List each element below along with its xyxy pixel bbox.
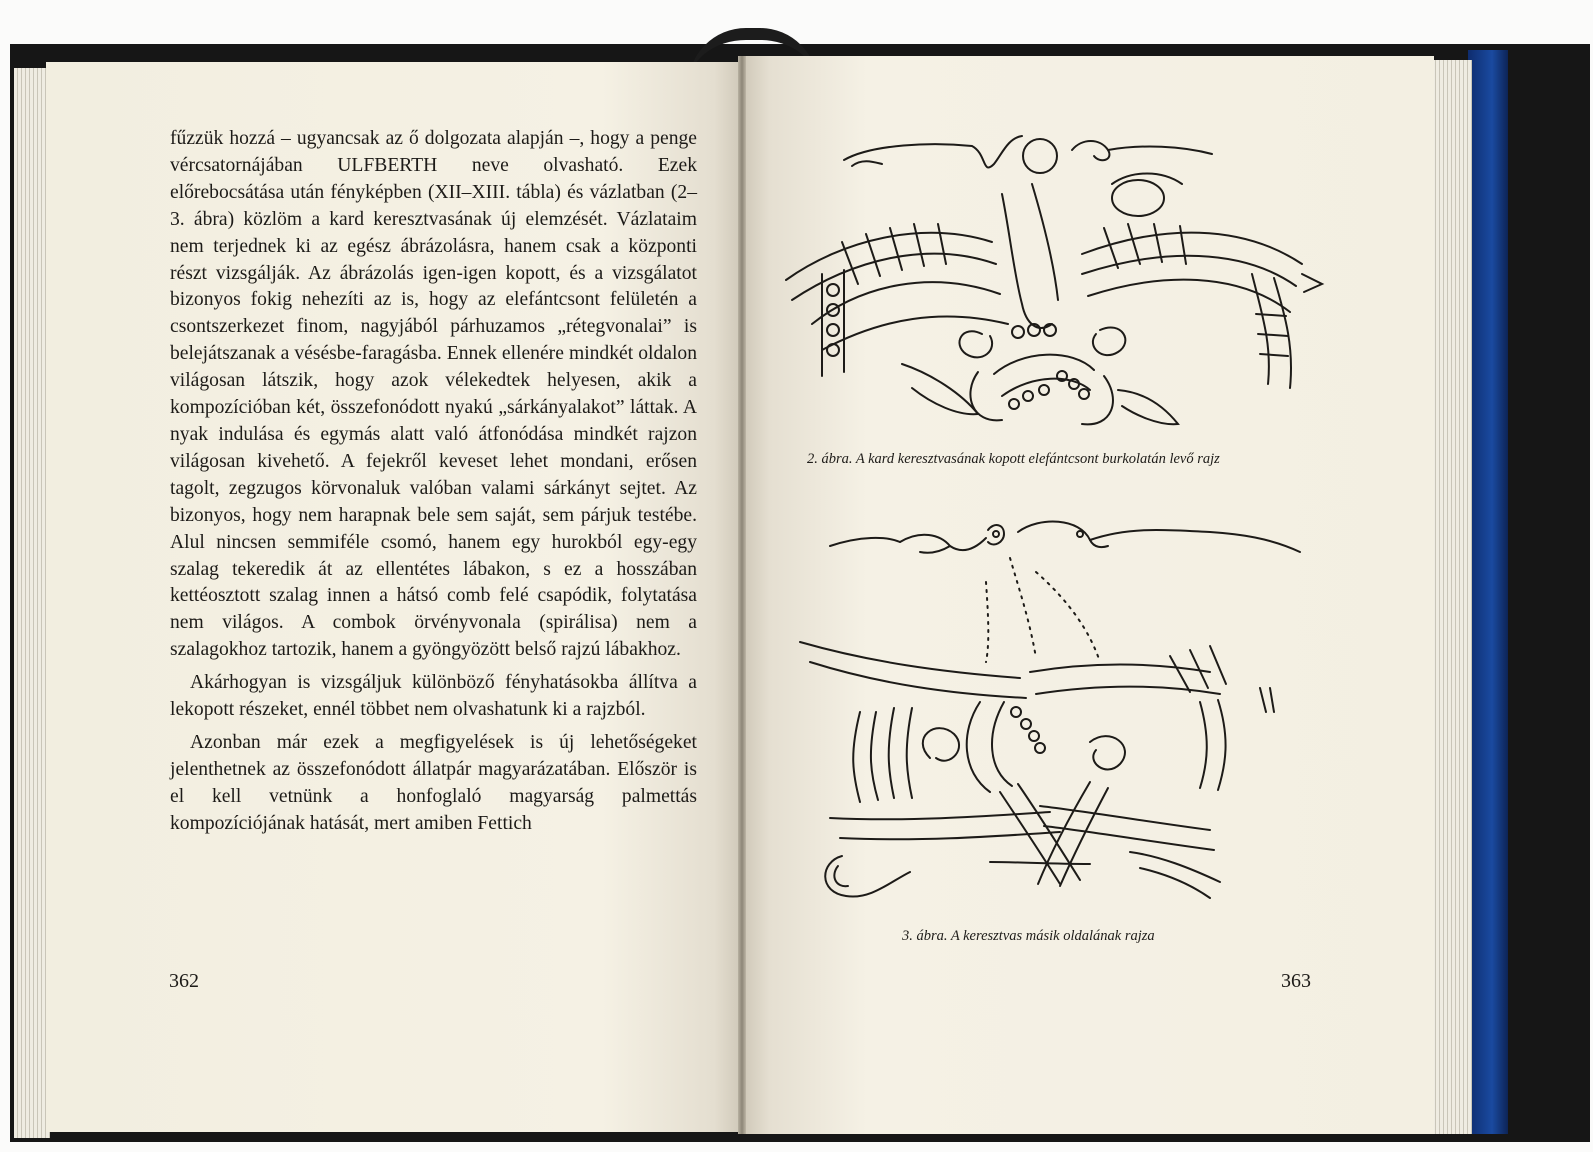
figure-3-caption: 3. ábra. A keresztvas másik oldalának rajza — [902, 928, 1155, 944]
page-number-right: 363 — [1281, 970, 1311, 992]
book-cover-edge — [1468, 50, 1508, 1134]
figure-3-drawing — [790, 512, 1310, 920]
paragraph: Azonban már ezek a megfigyelések is új lehetőségeket jelenthetnek az összefonódott állatpár magyarázatában. Először is el kell vetnünk a honfoglaló magyarság palmettás kompozíciójának hatását, mert amiben Fettich — [170, 731, 697, 834]
page-stack-right — [1432, 60, 1472, 1134]
page-number-left: 362 — [169, 970, 199, 992]
page-stack-left — [14, 68, 50, 1138]
figure-2-caption: 2. ábra. A kard keresztvasának kopott elefántcsont burkolatán levő rajz — [807, 451, 1220, 467]
paragraph: Akárhogyan is vizsgáljuk különböző fényhatásokba állítva a lekopott részeket, ennél többet nem olvashatunk ki a rajzból. — [170, 672, 697, 721]
left-page-body-text — [170, 126, 697, 838]
book-gutter — [738, 56, 746, 1134]
figure-2-drawing — [782, 124, 1334, 446]
paragraph: fűzzük hozzá – ugyancsak az ő dolgozata alapján –, hogy a penge vércsatornájában ULFBERTH neve olvasható. Ezek előrebocsátása után fényképben (XII–XIII. tábla) és vázlatban (2–3. ábra) közlöm a kard keresztvasának új elemzését. Vázlataim nem terjednek ki az egész ábrázolásra, hanem csak a központi részt vizsgálják. Az ábrázolás igen-igen kopott, és a vizsgálatot bizonyos fokig nehezíti az is, hogy az elefántcsont felületén a csontszerkezet finom, nagyjából párhuzamos „rétegvonalai” is belejátszanak a vésésbe-faragásba. Ennek ellenére mindkét oldalon világosan látszik, hogy azok vélekedtek helyesen, akik a kompozícióban két, összefonódott nyakú „sárkányalakot” láttak. A nyak indulása és egymás alatt való átfonódása mindkét rajzon világosan kivehető. A fejekről keveset lehet mondani, erősen tagolt, zegzugos körvonaluk valóban valami sárkányt sejtet. Az bizonyos, hogy nem harapnak bele sem saját, sem párjuk testébe. Alul nincsen semmiféle csomó, hanem egy hurokból egy-egy szalag tekeredik át az ellentétes lábakon, s ez a hosszában kettéosztott szalag innen a hátsó comb felé csapódik, folytatása nem világos. A combok örvényvonala (spirálisa) nem a szalagokhoz tartozik, hanem a gyöngyözött belső rajzú lábakhoz. — [170, 128, 697, 661]
